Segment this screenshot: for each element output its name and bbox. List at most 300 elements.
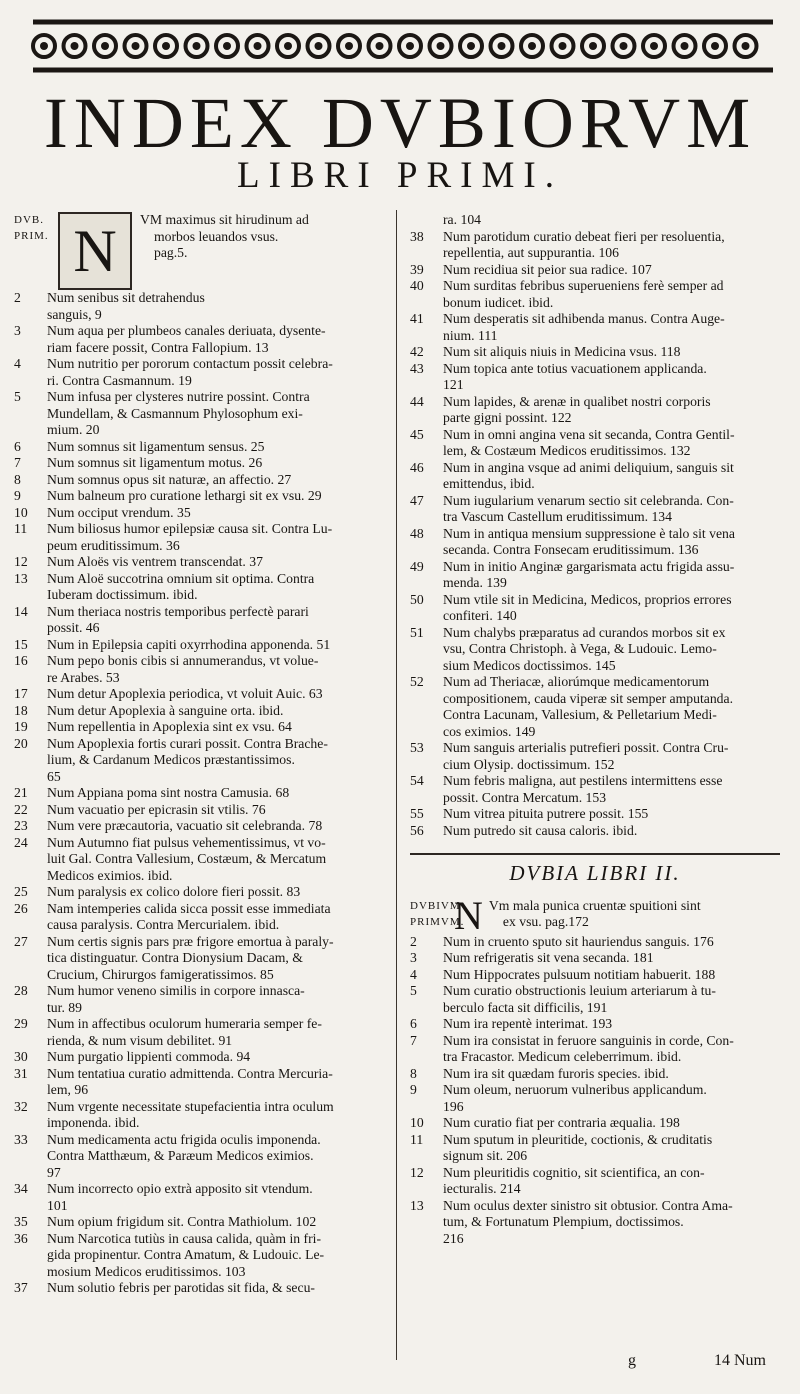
index-entry xyxy=(14,802,389,819)
entry-line: cium Olysip. doctissimum. 152 xyxy=(443,756,615,772)
entry-line: Num sanguis arterialis putrefieri possit. Contra Cru- xyxy=(443,740,729,755)
entry-number: 2 xyxy=(14,290,21,305)
index-entry xyxy=(410,344,780,361)
entry-number: 15 xyxy=(14,636,28,652)
entry-text xyxy=(47,802,389,819)
entry-line: Num sputum in pleuritide, coctionis, & cruditatis xyxy=(443,1131,713,1147)
entry-number: 38 xyxy=(410,228,424,244)
entry-text xyxy=(443,1033,780,1066)
entry-number: 7 xyxy=(14,455,21,470)
entry-number: 13 xyxy=(14,570,28,586)
entry-number: 17 xyxy=(14,686,28,701)
entry-number: 49 xyxy=(410,558,424,574)
entry-line: Num refrigeratis sit vena secanda. 181 xyxy=(443,950,654,965)
index-entry xyxy=(14,884,389,901)
entry-number: 13 xyxy=(410,1197,424,1213)
entry-text xyxy=(443,967,780,984)
ornament-dot xyxy=(376,42,384,50)
index-entry xyxy=(410,950,780,967)
index-entry xyxy=(410,427,780,460)
index-entry xyxy=(410,212,780,229)
index-entry xyxy=(14,521,389,554)
index-entry xyxy=(410,229,780,262)
index-entry xyxy=(410,1082,780,1115)
entry-number: 48 xyxy=(410,525,424,541)
entry-line: 101 xyxy=(47,1197,68,1213)
index-entry xyxy=(14,983,389,1016)
entry-text xyxy=(443,1165,780,1198)
entry-text xyxy=(47,571,389,604)
entry-number: 23 xyxy=(14,818,28,833)
index-entry xyxy=(410,1132,780,1165)
entry-number: 7 xyxy=(410,1032,417,1048)
entry-line: causa paralysis. Contra Mercurialem. ibid. xyxy=(47,917,280,932)
ornament-dot xyxy=(559,42,567,50)
entry-number: 50 xyxy=(410,591,424,607)
entry-line: Num in affectibus oculorum humeraria semper fe- xyxy=(47,1016,322,1031)
entry-number: 33 xyxy=(14,1131,28,1147)
index-entry xyxy=(14,571,389,604)
entry-line: imponenda. ibid. xyxy=(47,1115,140,1130)
ornament-dot xyxy=(406,42,414,50)
entry-number: 14 xyxy=(14,603,28,619)
ornament-dot xyxy=(650,42,658,50)
entry-line: repellentia, aut suppurantia. 106 xyxy=(443,245,619,260)
entry-line: Num vrgente necessitate stupefacientia intra oculum xyxy=(47,1098,334,1114)
entry-line: Num vere præcautoria, vacuatio sit celebranda. 78 xyxy=(47,818,323,833)
book2-opening xyxy=(410,892,780,938)
entry-line: sium Medicos doctissimos. 145 xyxy=(443,657,616,673)
entry-line: Num in Epilepsia capiti oxyrrhodina apponenda. 51 xyxy=(47,636,331,652)
entry-line: Num biliosus humor epilepsiæ causa sit. Contra Lu- xyxy=(47,521,333,536)
entry-line: Num lapides, & arenæ in qualibet nostri corporis xyxy=(443,393,711,409)
entry-text xyxy=(443,773,780,806)
entry-line: Num chalybs præparatus ad curandos morbos sit ex xyxy=(443,624,726,640)
entry-line: cos eximios. 149 xyxy=(443,723,536,739)
index-entry xyxy=(410,394,780,427)
index-entry xyxy=(410,460,780,493)
entry-text xyxy=(443,740,780,773)
entry-number: 35 xyxy=(14,1214,28,1229)
entry-line: parte gigni possint. 122 xyxy=(443,410,572,425)
entry-line: Num febris maligna, aut pestilens intermittens esse xyxy=(443,773,723,788)
index-entry xyxy=(14,1049,389,1066)
entry-number: 20 xyxy=(14,735,28,751)
index-entry xyxy=(14,1181,389,1214)
book2-title: DVBIA LIBRI II. xyxy=(509,861,681,885)
entry-number: 40 xyxy=(410,278,424,293)
entry-number: 9 xyxy=(14,488,21,503)
entry-line: Num recidiua sit peior sua radice. 107 xyxy=(443,261,652,277)
entry-line: berculo facta sit difficilis, 191 xyxy=(443,999,608,1015)
index-entry xyxy=(410,740,780,773)
entry-text xyxy=(47,1181,389,1214)
index-entry xyxy=(14,1231,389,1281)
entry-line: lem, & Costæum Medicos eruditissimos. 132 xyxy=(443,443,691,458)
entry-line: Num pleuritidis cognitio, sit scientifica, an con- xyxy=(443,1164,705,1180)
section-label xyxy=(410,898,465,930)
ornament-dot xyxy=(40,42,48,50)
index-entry xyxy=(14,785,389,802)
entry-text xyxy=(443,625,780,675)
index-entry xyxy=(410,967,780,984)
entry-line: Num purgatio lippienti commoda. 94 xyxy=(47,1049,251,1064)
ornament-dot xyxy=(71,42,79,50)
entry-line: Num nutritio per pororum contactum possit celebra- xyxy=(47,356,333,371)
entry-number: 52 xyxy=(410,674,424,689)
entry-line: Num Apoplexia fortis curari possit. Contra Brache- xyxy=(47,735,328,751)
ornament-dot xyxy=(284,42,292,50)
entry-text xyxy=(47,472,389,489)
index-entry xyxy=(14,505,389,522)
entry-number: 45 xyxy=(410,426,424,442)
entry-text xyxy=(443,1115,780,1132)
index-entry xyxy=(410,773,780,806)
entry-line: confiteri. 140 xyxy=(443,608,517,623)
signature-mark: g xyxy=(628,1352,636,1369)
entry-number: 44 xyxy=(410,393,424,409)
entry-line: Num in antiqua mensium suppressione è talo sit vena xyxy=(443,525,735,541)
index-entry xyxy=(14,835,389,885)
entry-text xyxy=(443,1132,780,1165)
index-entry xyxy=(14,488,389,505)
entry-text xyxy=(47,1214,389,1231)
entry-text xyxy=(443,934,780,951)
entry-line: Num in omni angina vena sit secanda, Contra Gentil- xyxy=(443,426,735,442)
entry-line: Num vitrea pituita putrere possit. 155 xyxy=(443,806,649,821)
entry-text xyxy=(47,1016,389,1049)
entry-line: Num occiput vrendum. 35 xyxy=(47,504,191,520)
entry-line: 196 xyxy=(443,1098,464,1114)
entry-number: 5 xyxy=(410,983,417,998)
entry-number: 36 xyxy=(14,1230,28,1246)
entry-text xyxy=(47,653,389,686)
entry-text xyxy=(47,389,389,439)
entry-line: ri. Contra Casmannum. 19 xyxy=(47,372,192,388)
ornament-dot xyxy=(498,42,506,50)
entry-line: Num desperatis sit adhibenda manus. Contra Auge- xyxy=(443,311,725,326)
entry-line: mosium Medicos eruditissimos. 103 xyxy=(47,1263,246,1279)
entry-line: compositionem, cauda viperæ sit semper amputanda. xyxy=(443,690,734,706)
entry-number: 21 xyxy=(14,785,28,800)
entry-line: lium, & Cardanum Medicos præstantissimos. xyxy=(47,752,295,767)
entry-text xyxy=(443,592,780,625)
index-entry xyxy=(14,637,389,654)
ornament-dot xyxy=(101,42,109,50)
index-entry xyxy=(14,356,389,389)
entry-text xyxy=(443,559,780,592)
entry-line: Num in angina vsque ad animi deliquium, sanguis sit xyxy=(443,459,734,475)
entry-number: 11 xyxy=(14,521,28,536)
index-entry xyxy=(14,472,389,489)
entry-line: Num ira sit quædam furoris species. ibid. xyxy=(443,1065,669,1081)
entry-line: Num ad Theriacæ, aliorúmque medicamentorum xyxy=(443,674,710,689)
index-entry xyxy=(410,1115,780,1132)
entry-line: Num vtile sit in Medicina, Medicos, proprios errores xyxy=(443,591,732,607)
entry-line: Num vacuatio per epicrasin sit vtilis. 76 xyxy=(47,801,266,817)
entry-number: 8 xyxy=(410,1065,417,1081)
entry-line: Num aqua per plumbeos canales deriuata, dysente- xyxy=(47,323,326,338)
entry-number: 4 xyxy=(14,356,21,371)
entry-text xyxy=(47,703,389,720)
initial-letter: N xyxy=(454,892,483,938)
entry-list xyxy=(14,290,389,1297)
entry-text xyxy=(47,818,389,835)
index-entry xyxy=(410,311,780,344)
entry-line: ex vsu. pag.172 xyxy=(502,914,589,929)
entry-line: Num somnus opus sit naturæ, an affectio. 27 xyxy=(47,471,292,487)
entry-text xyxy=(443,950,780,967)
index-entry xyxy=(14,1214,389,1231)
entry-line: tur. 89 xyxy=(47,999,82,1015)
page-title: INDEX DVBIORVM xyxy=(43,83,757,163)
entry-line: Num Appiana poma sint nostra Camusia. 68 xyxy=(47,785,290,800)
entry-text xyxy=(443,526,780,559)
index-entry xyxy=(410,262,780,279)
entry-number: 3 xyxy=(410,950,417,965)
ornament-dot xyxy=(193,42,201,50)
entry-number: 8 xyxy=(14,471,21,487)
entry-number: 9 xyxy=(410,1082,417,1097)
entry-number: 42 xyxy=(410,344,424,359)
index-entry xyxy=(410,278,780,311)
index-entry xyxy=(410,983,780,1016)
entry-number: 10 xyxy=(14,504,28,520)
right-column xyxy=(410,212,780,1247)
left-column xyxy=(14,212,389,1297)
entry-line: Num Aloë succotrina omnium sit optima. Contra xyxy=(47,570,315,586)
ornament-dot xyxy=(345,42,353,50)
index-entry xyxy=(410,625,780,675)
entry-text xyxy=(47,554,389,571)
entry-line: 121 xyxy=(443,377,464,392)
entry-text xyxy=(443,212,780,229)
entry-number: 3 xyxy=(14,323,21,338)
index-entry xyxy=(410,1016,780,1033)
entry-line: lem, 96 xyxy=(47,1082,89,1097)
index-entry xyxy=(14,686,389,703)
entry-line: Vm mala punica cruentæ spuitioni sint xyxy=(488,897,701,913)
entry-line: iecturalis. 214 xyxy=(443,1181,521,1196)
index-entry xyxy=(14,818,389,835)
ornament-dot xyxy=(620,42,628,50)
ornament-dot xyxy=(254,42,262,50)
entry-line: Num Autumno fiat pulsus vehementissimus, vt vo- xyxy=(47,834,326,850)
entry-text xyxy=(443,823,780,840)
entry-text xyxy=(47,934,389,984)
entry-number: 34 xyxy=(14,1181,28,1196)
index-entry xyxy=(14,1099,389,1132)
entry-line: luit Gal. Contra Vallesium, Costæum, & Mercatum xyxy=(47,851,327,866)
entry-number: 25 xyxy=(14,884,28,899)
entry-text xyxy=(443,427,780,460)
entry-text xyxy=(47,719,389,736)
entry-text xyxy=(47,736,389,786)
ornament-dot xyxy=(223,42,231,50)
ornament-dot xyxy=(589,42,597,50)
entry-line: Num detur Apoplexia à sanguine orta. ibid. xyxy=(47,702,284,718)
entry-number: 30 xyxy=(14,1049,28,1064)
entry-text xyxy=(47,1132,389,1182)
entry-line: re Arabes. 53 xyxy=(47,669,120,685)
entry-number: 56 xyxy=(410,822,424,838)
entry-text xyxy=(443,229,780,262)
entry-text xyxy=(443,1016,780,1033)
index-entry xyxy=(14,1132,389,1182)
entry-list xyxy=(410,212,780,839)
entry-line: Num parotidum curatio debeat fieri per resoluentia, xyxy=(443,228,725,244)
entry-text xyxy=(443,493,780,526)
entry-number: 26 xyxy=(14,900,28,916)
section-label-line: DVBIVM xyxy=(410,899,461,912)
entry-line: 97 xyxy=(47,1164,61,1180)
index-entry xyxy=(14,1280,389,1297)
ornament-dot xyxy=(467,42,475,50)
page-subtitle: LIBRI PRIMI. xyxy=(237,155,563,196)
entry-line: Num opium frigidum sit. Contra Mathiolum. 102 xyxy=(47,1214,317,1229)
entry-line: tica distinguatur. Contra Dionysium Dacam, & xyxy=(47,950,303,965)
entry-line: Num balneum pro curatione lethargi sit ex vsu. 29 xyxy=(47,488,322,503)
entry-number: 27 xyxy=(14,933,28,949)
first-entry-text xyxy=(489,898,701,931)
entry-text xyxy=(443,394,780,427)
book1-opening xyxy=(14,212,389,290)
index-entry xyxy=(410,806,780,823)
index-entry xyxy=(410,823,780,840)
entry-line: morbos leuandos vsus. xyxy=(154,228,279,244)
ornament-dot xyxy=(437,42,445,50)
entry-line: sanguis, 9 xyxy=(47,306,102,322)
entry-line: Num putredo sit causa caloris. ibid. xyxy=(443,822,638,838)
index-entry xyxy=(410,1066,780,1083)
entry-number: 10 xyxy=(410,1115,424,1130)
entry-line: 65 xyxy=(47,768,61,784)
entry-line: pag.5. xyxy=(154,245,188,260)
index-entry xyxy=(14,901,389,934)
entry-line: menda. 139 xyxy=(443,575,507,590)
entry-line: 216 xyxy=(443,1230,464,1246)
entry-text xyxy=(47,505,389,522)
entry-number: 16 xyxy=(14,653,28,668)
entry-text xyxy=(47,604,389,637)
entry-line: Num theriaca nostris temporibus perfectè parari xyxy=(47,603,309,619)
entry-line: Num topica ante totius vacuationem applicanda. xyxy=(443,360,707,376)
ornament-dot xyxy=(132,42,140,50)
entry-text xyxy=(47,439,389,456)
ornament-dot xyxy=(681,42,689,50)
entry-text xyxy=(47,521,389,554)
entry-number: 6 xyxy=(14,438,21,454)
entry-text xyxy=(47,290,389,323)
column-divider xyxy=(396,210,397,1360)
entry-text xyxy=(443,344,780,361)
index-entry xyxy=(410,559,780,592)
entry-line: Num ira repentè interimat. 193 xyxy=(443,1016,613,1031)
index-entry xyxy=(410,526,780,559)
index-entry xyxy=(14,604,389,637)
entry-number: 4 xyxy=(410,966,417,982)
entry-line: Num sit aliquis niuis in Medicina vsus. 118 xyxy=(443,344,681,359)
entry-number: 6 xyxy=(410,1016,417,1031)
index-entry xyxy=(14,703,389,720)
entry-line: Num Hippocrates pulsuum notitiam habuerit. 188 xyxy=(443,966,716,982)
index-entry xyxy=(410,674,780,740)
entry-number: 39 xyxy=(410,261,424,277)
index-entry xyxy=(410,1198,780,1248)
entry-line: rienda, & num visum debilitet. 91 xyxy=(47,1032,233,1048)
entry-line: Num senibus sit detrahendus xyxy=(47,290,205,305)
section-label xyxy=(14,212,58,244)
entry-text xyxy=(47,1231,389,1281)
entry-number: 12 xyxy=(410,1164,424,1180)
index-entry xyxy=(14,439,389,456)
entry-number: 18 xyxy=(14,702,28,718)
entry-line: Num in cruento sputo sit hauriendus sanguis. 176 xyxy=(443,933,714,949)
entry-line: Num medicamenta actu frigida oculis imponenda. xyxy=(47,1131,321,1147)
entry-text xyxy=(47,455,389,472)
index-entry xyxy=(14,1066,389,1099)
entry-line: Num incorrecto opio extrà apposito sit vtendum. xyxy=(47,1181,313,1196)
entry-line: tra Vascum Castellum eruditissimum. 134 xyxy=(443,509,672,524)
entry-text xyxy=(443,278,780,311)
entry-line: Num curatio obstructionis leuium arteriarum à tu- xyxy=(443,983,716,998)
entry-line: tra Fracastor. Medicum celeberrimum. ibid. xyxy=(443,1049,682,1064)
index-entry xyxy=(14,1016,389,1049)
entry-text xyxy=(443,1066,780,1083)
entry-text xyxy=(443,1082,780,1115)
ornament-band xyxy=(28,16,778,76)
entry-text xyxy=(47,1280,389,1297)
entry-line: Num tentatiua curatio admittenda. Contra Mercuria- xyxy=(47,1065,333,1081)
entry-text xyxy=(443,460,780,493)
entry-number: 24 xyxy=(14,834,28,850)
index-entry xyxy=(14,323,389,356)
entry-line: mium. 20 xyxy=(47,422,100,437)
entry-line: vsu, Contra Christoph. à Vega, & Ludouic. Lemo- xyxy=(443,641,717,656)
index-entry xyxy=(410,361,780,394)
entry-line: Num pepo bonis cibis si annumerandus, vt volue- xyxy=(47,653,319,668)
entry-line: Nam intemperies calida sicca possit esse immediata xyxy=(47,900,331,916)
ornament-dot xyxy=(742,42,750,50)
entry-text xyxy=(47,1099,389,1132)
entry-line: Num Narcotica tutiùs in causa calida, quàm in fri- xyxy=(47,1230,322,1246)
catchword: 14 Num xyxy=(714,1352,766,1369)
entry-text xyxy=(47,356,389,389)
index-entry xyxy=(14,736,389,786)
entry-text xyxy=(47,686,389,703)
entry-list xyxy=(410,934,780,1248)
entry-line: Num oleum, neruorum vulneribus applicandum. xyxy=(443,1082,707,1097)
section-label-line: PRIM. xyxy=(14,230,49,242)
index-entry xyxy=(14,290,389,323)
entry-line: Contra Matthæum, & Paræum Medicos eximios. xyxy=(47,1148,314,1163)
entry-number: 47 xyxy=(410,492,424,508)
entry-line: Num oculus dexter sinistro sit obtusior. Contra Ama- xyxy=(443,1197,733,1213)
entry-line: Crucium, Chirurgos famigeratissimos. 85 xyxy=(47,966,274,982)
entry-number: 12 xyxy=(14,554,28,569)
entry-text xyxy=(47,785,389,802)
entry-text xyxy=(443,361,780,394)
entry-line: possit. Contra Mercatum. 153 xyxy=(443,789,607,805)
index-entry xyxy=(410,1033,780,1066)
entry-number: 37 xyxy=(14,1280,28,1295)
index-entry xyxy=(410,493,780,526)
entry-text xyxy=(443,1198,780,1248)
entry-line: Num curatio fiat per contraria æqualia. 198 xyxy=(443,1115,680,1130)
entry-line: Num repellentia in Apoplexia sint ex vsu. 64 xyxy=(47,719,292,734)
entry-number: 53 xyxy=(410,740,424,755)
entry-line: Num detur Apoplexia periodica, vt voluit Auic. 63 xyxy=(47,686,323,701)
